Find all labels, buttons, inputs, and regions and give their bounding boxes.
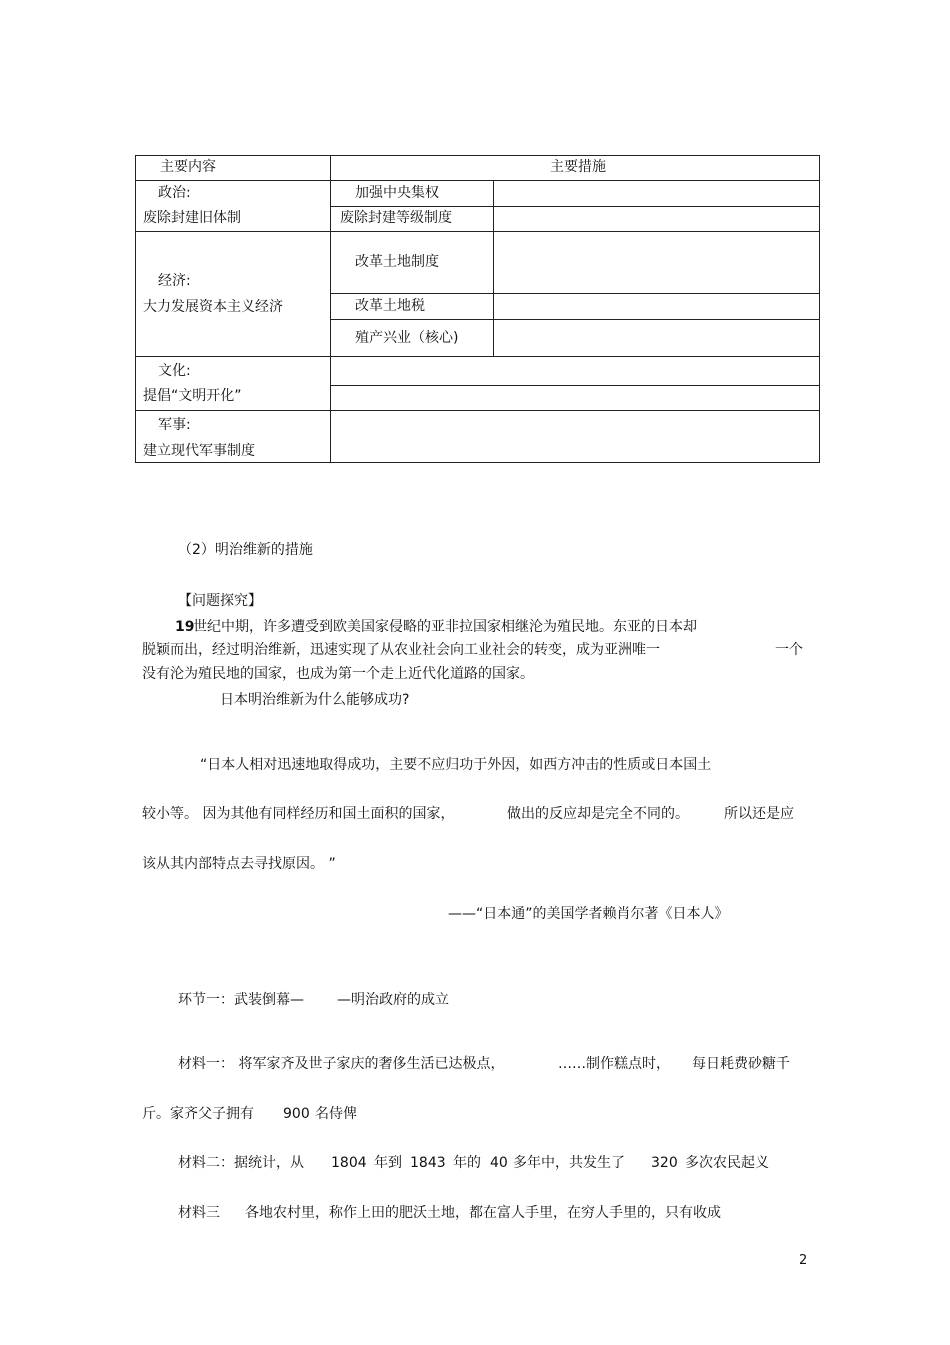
table-cell-goal: 建立现代军事制度 xyxy=(143,443,255,459)
table-cell-goal: 废除封建旧体制 xyxy=(143,210,241,226)
material-two-number: 40 xyxy=(490,1155,508,1171)
material-two: 多年中，共发生了 xyxy=(513,1155,625,1171)
table-subrow-line xyxy=(330,385,820,386)
material-one: 每日耗费砂糖千 xyxy=(692,1056,790,1072)
inquiry-paragraph-line: 没有沦为殖民地的国家，也成为第一个走上近代化道路的国家。 xyxy=(142,666,534,682)
page-number: 2 xyxy=(799,1253,808,1268)
table-cell-category: 经济: xyxy=(158,273,191,289)
quote-line: 所以还是应 xyxy=(724,806,794,822)
material-one: 材料一： 将军家齐及世子家庆的奢侈生活已达极点， xyxy=(178,1056,505,1072)
quote-line: “日本人相对迅速地取得成功，主要不应归功于外因，如西方冲击的性质或日本国土 xyxy=(200,757,712,773)
table-cell-category: 军事: xyxy=(158,417,191,433)
table-cell-measure: 废除封建等级制度 xyxy=(340,210,452,226)
section-title: （2）明治维新的措施 xyxy=(178,542,313,558)
inquiry-question: 日本明治维新为什么能够成功? xyxy=(220,692,410,708)
material-one: ……制作糕点时， xyxy=(558,1056,670,1072)
inquiry-heading: 【问题探究】 xyxy=(178,593,262,609)
table-row-line xyxy=(135,356,820,357)
table-cell-measure: 改革土地税 xyxy=(355,298,425,314)
material-two-number: 1843 xyxy=(410,1155,446,1171)
inquiry-paragraph-line: 世纪中期，许多遭受到欧美国家侵略的亚非拉国家相继沦为殖民地。东亚的日本却 xyxy=(193,619,697,635)
quote-line: 较小等。 因为其他有同样经历和国土面积的国家， xyxy=(142,806,455,822)
quote-source: ——“日本通”的美国学者赖肖尔著《日本人》 xyxy=(448,906,729,922)
material-one: 名侍俾 xyxy=(315,1106,357,1122)
table-cell-category: 文化: xyxy=(158,363,191,379)
table-row-line xyxy=(135,231,820,232)
material-two: 年的 xyxy=(453,1155,481,1171)
material-three: 各地农村里，称作上田的肥沃土地，都在富人手里，在穷人手里的，只有收成 xyxy=(245,1205,721,1221)
stage-title: —明治政府的成立 xyxy=(337,992,449,1008)
table-cell-goal: 大力发展资本主义经济 xyxy=(143,299,283,315)
material-three: 材料三 xyxy=(178,1205,220,1221)
table-subrow-line xyxy=(330,319,820,320)
inquiry-paragraph-line: 一个 xyxy=(775,642,803,658)
table-subrow-line xyxy=(330,293,820,294)
material-one-number: 900 xyxy=(283,1106,310,1122)
table-cell-category: 政治: xyxy=(158,185,191,201)
material-two-number: 320 xyxy=(651,1155,678,1171)
inquiry-century: 19 xyxy=(175,619,195,635)
table-border-right xyxy=(819,155,820,463)
table-border-top xyxy=(135,155,820,156)
table-row-line xyxy=(135,180,820,181)
stage-title: 环节一：武装倒幕— xyxy=(178,992,304,1008)
table-cell-measure: 加强中央集权 xyxy=(355,185,439,201)
table-border-bottom xyxy=(135,462,820,463)
material-two: 年到 xyxy=(374,1155,402,1171)
table-subrow-line xyxy=(330,206,820,207)
table-cell-measure: 改革土地制度 xyxy=(355,254,439,270)
table-header-content: 主要内容 xyxy=(160,159,216,175)
quote-line: 做出的反应却是完全不同的。 xyxy=(507,806,689,822)
table-cell-goal: 提倡“文明开化” xyxy=(143,388,242,404)
table-border-left xyxy=(135,155,136,463)
material-two: 材料二：据统计，从 xyxy=(178,1155,304,1171)
material-two-number: 1804 xyxy=(331,1155,367,1171)
table-header-measures: 主要措施 xyxy=(550,159,606,175)
inquiry-paragraph-line: 脱颖而出，经过明治维新，迅速实现了从农业社会向工业社会的转变，成为亚洲唯一 xyxy=(142,642,660,658)
table-col-divider xyxy=(330,155,331,463)
table-row-line xyxy=(135,410,820,411)
quote-line: 该从其内部特点去寻找原因。 ” xyxy=(142,856,336,872)
material-two: 多次农民起义 xyxy=(685,1155,769,1171)
table-cell-measure: 殖产兴业（核心) xyxy=(355,330,459,346)
material-one: 斤。家齐父子拥有 xyxy=(142,1106,254,1122)
